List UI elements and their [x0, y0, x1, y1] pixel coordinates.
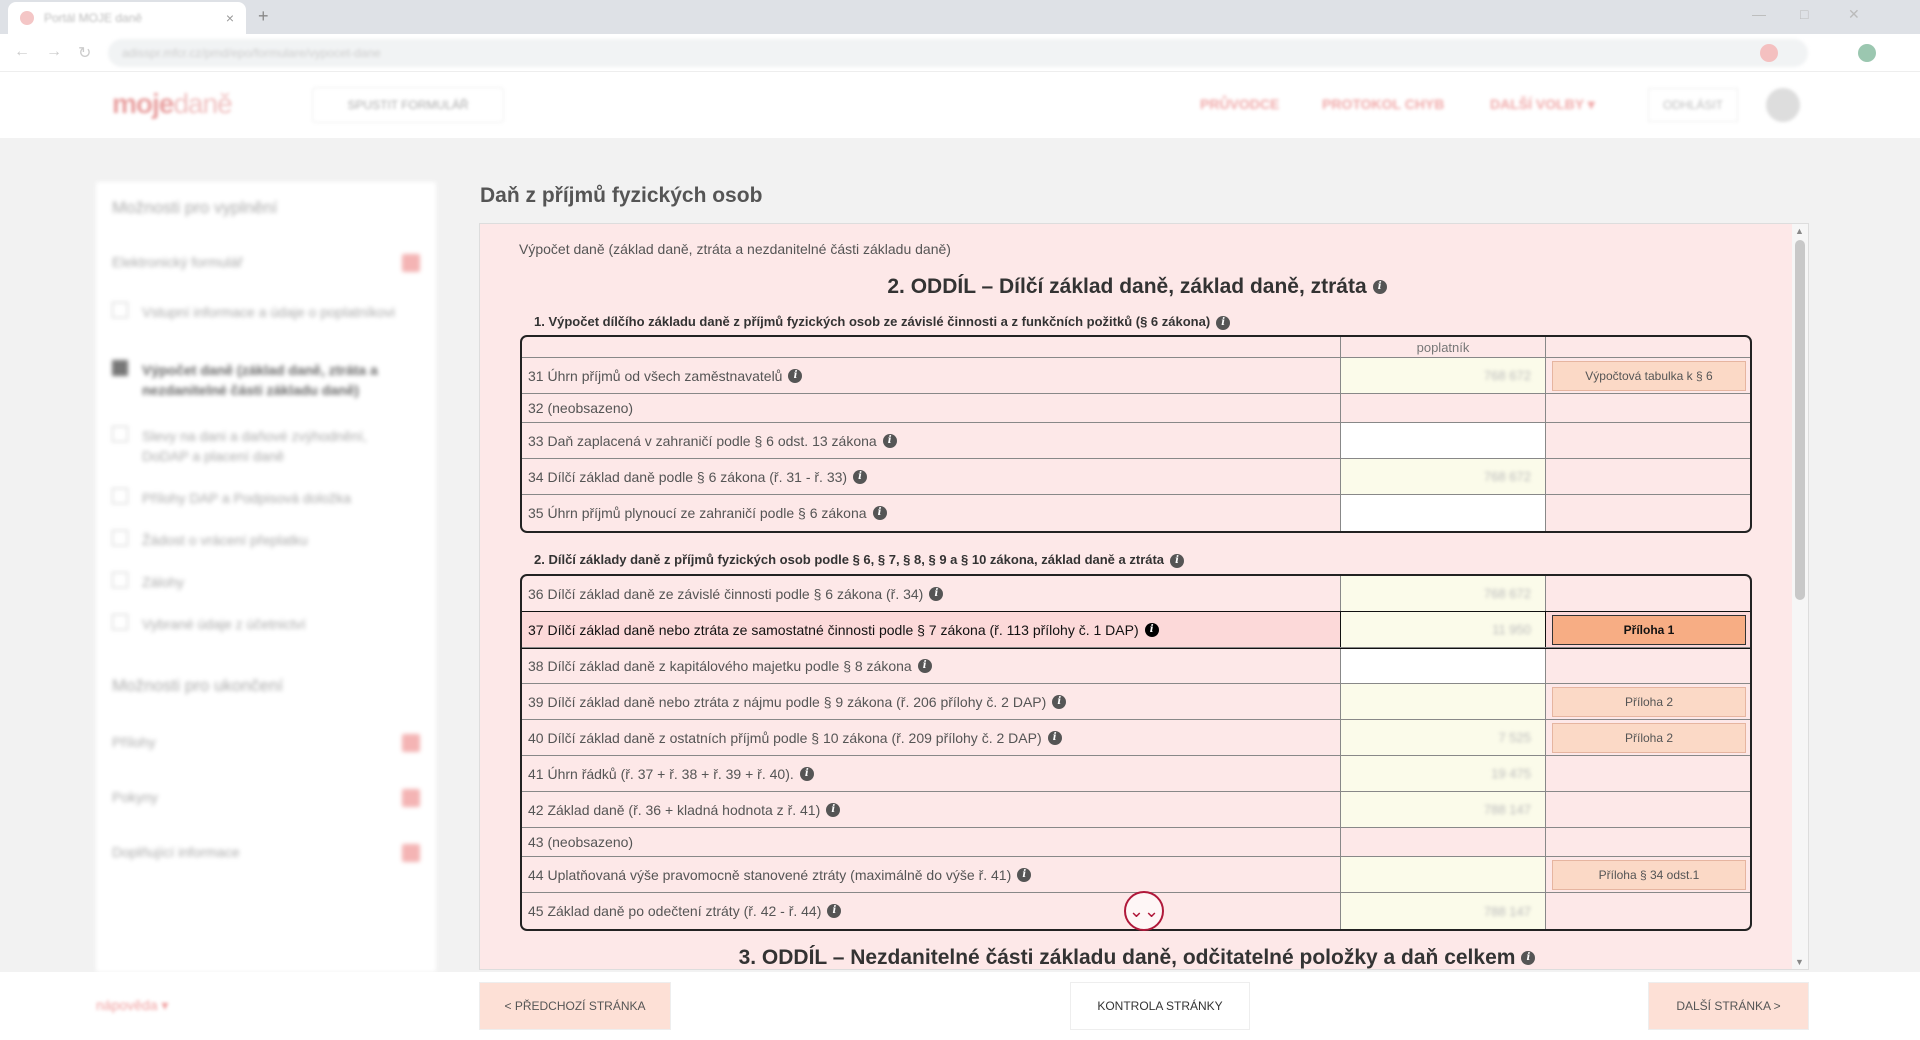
attachment-1-button[interactable]: Příloha 1: [1552, 615, 1746, 645]
form-subheading: Výpočet daně (základ daně, ztráta a nezdanitelné části základu daně): [519, 241, 951, 257]
nav-more-options[interactable]: DALŠÍ VOLBY ▾: [1490, 96, 1595, 112]
attachment-2-button[interactable]: Příloha 2: [1552, 687, 1746, 717]
table-row-38: 38 Dílčí základ daně z kapitálového majetku podle § 8 zákona i: [522, 648, 1750, 684]
value-field-39: [1340, 684, 1546, 719]
value-field-41: 19 475: [1340, 756, 1546, 791]
status-badge: [402, 844, 420, 862]
info-icon[interactable]: i: [1017, 868, 1031, 882]
value-field-43: [1340, 828, 1546, 856]
section-2-title: 2. ODDÍL – Dílčí základ daně, základ daně, ztráta i: [480, 275, 1794, 299]
table-row-43: 43 (neobsazeno): [522, 828, 1750, 857]
attachment-2-button[interactable]: Příloha 2: [1552, 723, 1746, 753]
table-2: [520, 574, 1752, 931]
input-field-38[interactable]: [1340, 648, 1546, 683]
minimize-icon[interactable]: —: [1752, 6, 1766, 22]
tab-title: Portál MOJE daně: [44, 11, 143, 25]
table-row-44: 44 Uplatňovaná výše pravomocně stanovené ztráty (maximálně do výše ř. 41) i Příloha § 34 odst.1: [522, 857, 1750, 893]
previous-page-button[interactable]: < PŘEDCHOZÍ STRÁNKA: [479, 982, 671, 1030]
attachment-34-button[interactable]: Příloha § 34 odst.1: [1552, 860, 1746, 890]
scroll-down-icon[interactable]: ▼: [1795, 957, 1804, 967]
info-icon[interactable]: i: [1048, 731, 1062, 745]
info-icon[interactable]: i: [1521, 951, 1535, 965]
sidebar-item-refund[interactable]: Žádost o vrácení přeplatku: [112, 530, 412, 550]
maximize-icon[interactable]: □: [1800, 6, 1809, 22]
status-badge: [402, 789, 420, 807]
status-badge: [402, 254, 420, 272]
tab-close-icon[interactable]: ×: [225, 10, 234, 26]
table-row-33: 33 Daň zaplacená v zahraničí podle § 6 odst. 13 zákona i: [522, 423, 1750, 459]
sidebar: [96, 182, 436, 972]
logo[interactable]: mojedaně: [112, 88, 232, 119]
footer: [0, 972, 1920, 1040]
info-icon[interactable]: i: [1216, 316, 1230, 330]
browser-tab-bar: [0, 0, 1920, 34]
info-icon[interactable]: i: [1373, 280, 1387, 294]
nav-guide[interactable]: PRŮVODCE: [1200, 96, 1280, 112]
calc-table-button[interactable]: Výpočtová tabulka k § 6: [1552, 361, 1746, 391]
logout-button[interactable]: ODHLÁSIT: [1648, 88, 1738, 122]
table-1: [520, 335, 1752, 533]
sidebar-item-instructions[interactable]: Pokyny: [112, 789, 158, 805]
page-title: Daň z příjmů fyzických osob: [480, 184, 763, 207]
table-row-31: 31 Úhrn příjmů od všech zaměstnavatelů i 768 672 Výpočtová tabulka k § 6: [522, 358, 1750, 394]
sidebar-item-tax-calc[interactable]: Výpočet daně (základ daně, ztráta a nezdanitelné části základu daně): [112, 360, 412, 400]
info-icon[interactable]: i: [883, 434, 897, 448]
info-icon[interactable]: i: [929, 587, 943, 601]
column-header-taxpayer: poplatník: [1340, 337, 1546, 357]
value-field-31: 768 672: [1340, 358, 1546, 393]
address-bar: [0, 34, 1920, 72]
extension-icon[interactable]: [1760, 44, 1778, 62]
table-row-39: 39 Dílčí základ daně nebo ztráta z nájmu podle § 9 zákona (ř. 206 přílohy č. 2 DAP) i Příloha 2: [522, 684, 1750, 720]
sidebar-item-electronic-form[interactable]: Elektronický formulář: [112, 254, 243, 270]
user-avatar[interactable]: [1766, 88, 1800, 122]
table-2-title: 2. Dílčí základy daně z příjmů fyzických osob podle § 6, § 7, § 8, § 9 a § 10 zákona, základ daně a ztráta i: [534, 552, 1184, 568]
value-field-44: [1340, 857, 1546, 892]
info-icon[interactable]: i: [853, 470, 867, 484]
info-icon[interactable]: i: [1145, 623, 1159, 637]
table-row-36: 36 Dílčí základ daně ze závislé činnosti podle § 6 zákona (ř. 34) i 768 672: [522, 576, 1750, 612]
info-icon[interactable]: i: [800, 767, 814, 781]
table-1-title: 1. Výpočet dílčího základu daně z příjmů fyzických osob ze závislé činnosti a z funkčních požitků (§ 6 zákona) i: [534, 314, 1230, 330]
sidebar-item-extra-info[interactable]: Doplňující informace: [112, 844, 240, 860]
sidebar-item-discounts[interactable]: Slevy na dani a daňové zvýhodnění, DoDAP a placení daně: [112, 426, 412, 466]
sidebar-item-accounting[interactable]: Vybrané údaje z účetnictví: [112, 614, 412, 634]
info-icon[interactable]: i: [918, 659, 932, 673]
value-field-37: 11 950: [1340, 612, 1546, 647]
table-row-32: 32 (neobsazeno): [522, 394, 1750, 423]
value-field-36: 768 672: [1340, 576, 1546, 611]
nav-error-log[interactable]: PROTOKOL CHYB: [1322, 96, 1445, 112]
input-field-35[interactable]: [1340, 495, 1546, 531]
info-icon[interactable]: i: [826, 803, 840, 817]
scroll-up-icon[interactable]: ▲: [1795, 226, 1804, 236]
favicon-icon: [20, 11, 34, 25]
help-link[interactable]: nápověda ▾: [96, 997, 169, 1013]
sidebar-item-advances[interactable]: Zálohy: [112, 572, 412, 592]
value-field-45: 788 147: [1340, 893, 1546, 929]
sidebar-item-attachments[interactable]: Přílohy DAP a Podpisová doložka: [112, 488, 412, 508]
table-row-34: 34 Dílčí základ daně podle § 6 zákona (ř. 31 - ř. 33) i 768 672: [522, 459, 1750, 495]
info-icon[interactable]: i: [1052, 695, 1066, 709]
value-field-42: 788 147: [1340, 792, 1546, 827]
info-icon[interactable]: i: [827, 904, 841, 918]
reload-icon[interactable]: ↻: [78, 45, 92, 62]
value-field-40: 7 525: [1340, 720, 1546, 755]
url-input[interactable]: adisspr.mfcr.cz/pmd/epo/formulare/vypocet-dane: [108, 39, 1808, 67]
app-header: [0, 72, 1920, 138]
sidebar-item-end-attachments[interactable]: Přílohy: [112, 734, 156, 750]
sidebar-section-fill: Možnosti pro vyplnění: [112, 198, 278, 217]
table-header-row: [522, 337, 1750, 358]
new-tab-icon[interactable]: +: [258, 6, 269, 26]
back-icon[interactable]: ←: [14, 43, 30, 60]
forward-icon[interactable]: →: [46, 43, 62, 60]
section-3-title: 3. ODDÍL – Nezdanitelné části základu daně, odčitatelné položky a daň celkem i: [480, 946, 1794, 970]
next-page-button[interactable]: DALŠÍ STRÁNKA >: [1648, 982, 1809, 1030]
browser-tab[interactable]: [8, 2, 246, 34]
input-field-33[interactable]: [1340, 423, 1546, 458]
scroll-down-hint-icon[interactable]: ⌄⌄: [1124, 891, 1164, 931]
value-field-34: 768 672: [1340, 459, 1546, 494]
window-close-icon[interactable]: ✕: [1848, 6, 1860, 22]
table-row-41: 41 Úhrn řádků (ř. 37 + ř. 38 + ř. 39 + ř. 40). i 19 475: [522, 756, 1750, 792]
profile-icon[interactable]: [1858, 44, 1876, 62]
table-row-45: 45 Základ daně po odečtení ztráty (ř. 42 - ř. 44) i 788 147: [522, 893, 1750, 929]
check-page-button[interactable]: KONTROLA STRÁNKY: [1070, 982, 1250, 1030]
table-row-42: 42 Základ daně (ř. 36 + kladná hodnota z ř. 41) i 788 147: [522, 792, 1750, 828]
info-icon[interactable]: i: [788, 369, 802, 383]
status-badge: [402, 734, 420, 752]
launch-form-button[interactable]: SPUSTIT FORMULÁŘ: [312, 87, 504, 123]
info-icon[interactable]: i: [1170, 554, 1184, 568]
scroll-thumb[interactable]: [1795, 240, 1805, 600]
table-row-40: 40 Dílčí základ daně z ostatních příjmů podle § 10 zákona (ř. 209 přílohy č. 2 DAP) i 7 525 Příloha 2: [522, 720, 1750, 756]
sidebar-item-taxpayer[interactable]: Vstupní informace a údaje o poplatníkovi: [112, 302, 412, 322]
table-row-37: 37 Dílčí základ daně nebo ztráta ze samostatné činnosti podle § 7 zákona (ř. 113 přílohy č. 1 DAP) i 11 950 Příloha 1: [522, 612, 1750, 648]
value-field-32: [1340, 394, 1546, 422]
sidebar-section-end: Možnosti pro ukončení: [112, 676, 284, 695]
scrollbar[interactable]: [1792, 224, 1808, 969]
form-panel: [479, 223, 1809, 970]
table-row-35: 35 Úhrn příjmů plynoucí ze zahraničí podle § 6 zákona i: [522, 495, 1750, 531]
info-icon[interactable]: i: [873, 506, 887, 520]
